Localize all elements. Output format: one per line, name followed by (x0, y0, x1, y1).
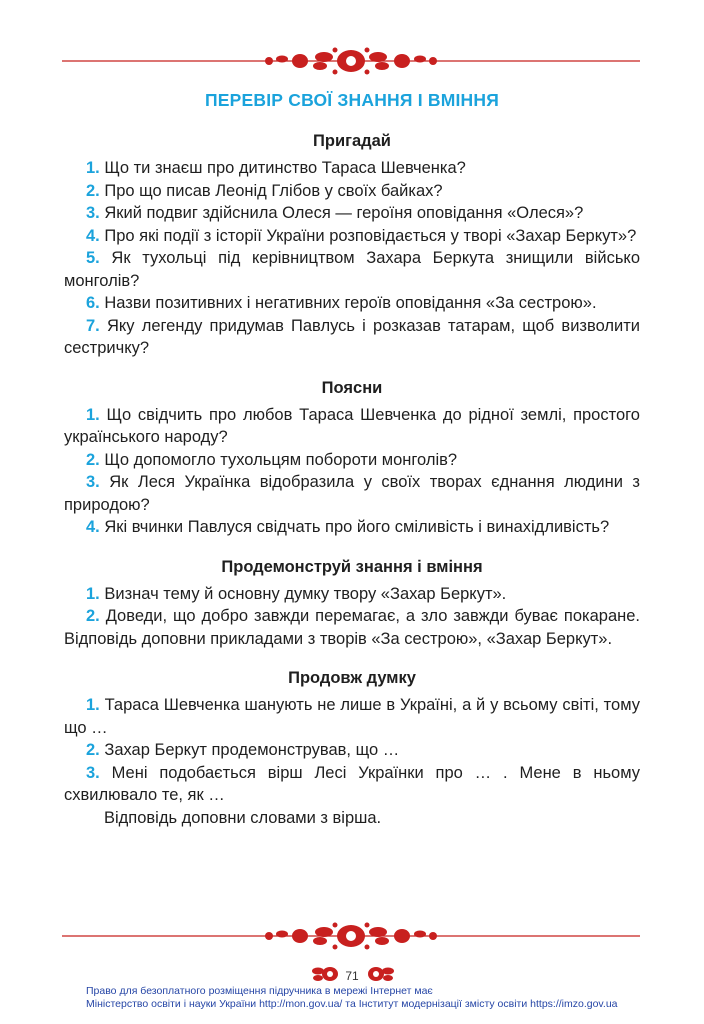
question-item: 4. Які вчинки Павлуся свідчать про його сміливість і винахідливість? (86, 518, 610, 536)
question-item: 6. Назви позитивних і негативних героїв оповідання «За сестрою». (86, 294, 597, 312)
question-item: 3. Мені подобається вірш Лесі Українки про … . Мене в ньому схвилювало те, як … (64, 763, 640, 804)
question-item: 1. Що ти знаєш про дитинство Тараса Шевченка? (86, 159, 466, 177)
section-explain (64, 378, 640, 539)
page-number-flourish-right-icon (364, 963, 396, 985)
question-item: 2. Доведи, що добро завжди перемагає, а зло завжди буває покаране. Відповідь доповни прикладами з творів «За сестрою», «Захар Беркут». (64, 607, 640, 648)
section-remember (64, 131, 640, 360)
section-continue-thought (64, 668, 640, 829)
footer-line-2: Міністерство освіти і науки України http://mon.gov.ua/ та Інститут модернізації змісту освіти https://imzo.gov.ua (86, 998, 618, 1010)
page-number: 71 (345, 969, 359, 983)
question-item: 2. Про що писав Леонід Глібов у своїх байках? (86, 181, 443, 200)
question-item: 2. Захар Беркут продемонстрував, що … (86, 741, 400, 759)
question-item: 7. Яку легенду придумав Павлусь і розказав татарам, щоб визволити сестричку? (64, 316, 640, 357)
top-ornament-divider (62, 46, 640, 76)
question-item: 1. Що свідчить про любов Тараса Шевченка до рідної землі, простого українського народу? (64, 405, 640, 446)
section-demonstrate (64, 557, 640, 651)
answer-note: Відповідь доповни словами з вірша. (104, 808, 382, 827)
question-item: 1. Тараса Шевченка шанують не лише в Україні, а й у всьому світі, тому що … (64, 696, 640, 737)
question-item: 5. Як тухольці під керівництвом Захара Беркута знищили військо монголів? (64, 249, 640, 290)
question-item: 4. Про які події з історії України розповідається у творі «Захар Беркут»? (86, 226, 637, 245)
question-item: 3. Який подвиг здійснила Олеся — героїня оповідання «Олеся»? (86, 204, 584, 222)
bottom-ornament-divider (62, 921, 640, 951)
section-heading: Продовж думку (288, 669, 416, 687)
question-item: 3. Як Леся Українка відобразила у своїх творах єднання людини з природою? (64, 473, 640, 514)
section-heading: Продемонструй знання і вміння (221, 557, 483, 576)
question-item: 2. Що допомогло тухольцям побороти монголів? (86, 450, 458, 469)
content (64, 131, 640, 847)
footer-line-1: Право для безоплатного розміщення підручника в мережі Інтернет має (86, 985, 433, 997)
question-item: 1. Визнач тему й основну думку твору «Захар Беркут». (86, 584, 507, 603)
section-heading: Поясни (321, 378, 383, 397)
page-title: ПЕРЕВІР СВОЇ ЗНАННЯ І ВМІННЯ (205, 90, 499, 110)
footer-notice (86, 985, 646, 1011)
section-heading: Пригадай (313, 132, 391, 150)
